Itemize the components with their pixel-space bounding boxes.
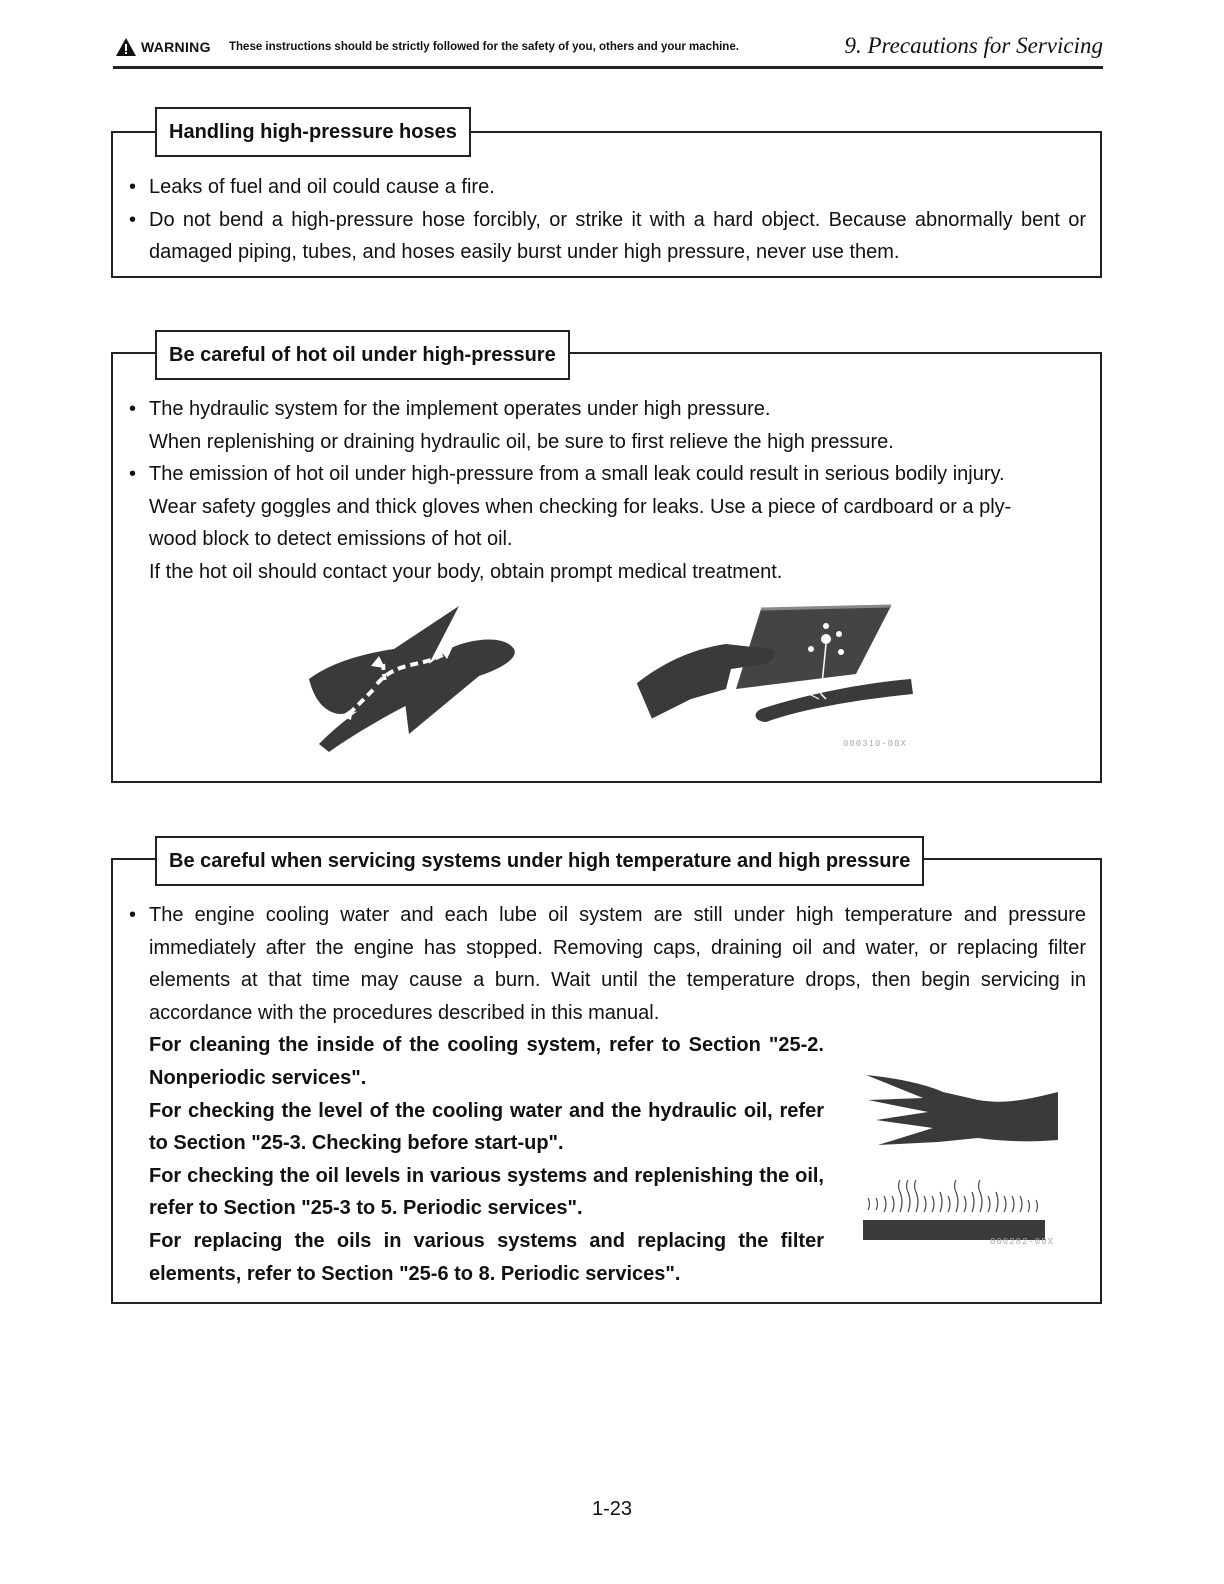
warning-label: WARNING bbox=[141, 39, 211, 55]
reference-item: For checking the oil levels in various systems and replenishing the oil, refer to Section "25-3 to 5. Periodic services". bbox=[149, 1164, 824, 1220]
list-item: • Do not bend a high-pressure hose forcibly, or strike it with a hard object. Because abnormally bent or damaged piping, tubes, and hoses easily burst under high pressure, never use them. bbox=[149, 204, 1086, 269]
bullet: • bbox=[129, 208, 137, 231]
cardboard-leak-illustration bbox=[631, 604, 921, 724]
reference-list bbox=[149, 1029, 824, 1290]
bullet: • bbox=[129, 176, 137, 198]
hot-oil-box bbox=[111, 344, 1102, 783]
list-item: • The emission of hot oil under high-pressure from a small leak could result in serious bodily injury. Wear safety goggles and thick gloves when checking for leaks. Use a piece of cardboard or a ply- wood block to detect emissions of hot oil. If the hot oil should contact your body, obtain prompt medical treatment. bbox=[149, 458, 1086, 588]
page-number: 1-23 bbox=[591, 1498, 633, 1520]
reference-item: For replacing the oils in various systems and replacing the filter elements, refer to Section "25-6 to 8. Periodic services". bbox=[149, 1229, 824, 1285]
section-title: 9. Precautions for Servicing bbox=[844, 33, 1103, 58]
hot-oil-body bbox=[129, 393, 1086, 589]
page-header bbox=[113, 32, 1103, 69]
hot-oil-title: Be careful of hot oil under high-pressure bbox=[155, 330, 570, 380]
high-temp-title: Be careful when servicing systems under high temperature and high pressure bbox=[155, 836, 924, 886]
list-item: • The hydraulic system for the implement operates under high pressure. When replenishing or draining hydraulic oil, be sure to first relieve the high pressure. bbox=[149, 393, 1086, 458]
bullet: • bbox=[129, 904, 137, 926]
bullet: • bbox=[129, 398, 137, 420]
warning-text: These instructions should be strictly followed for the safety of you, others and your machine. bbox=[229, 41, 739, 53]
image-code: 000282-00X bbox=[990, 1237, 1055, 1247]
hand-leak-illustration bbox=[299, 604, 529, 754]
list-item: • Leaks of fuel and oil could cause a fire. bbox=[149, 171, 1086, 204]
reference-item: For cleaning the inside of the cooling system, refer to Section "25-2. Nonperiodic services". bbox=[149, 1034, 824, 1089]
hand-heat-illustration bbox=[858, 1070, 1068, 1245]
image-code: 000310-00X bbox=[843, 739, 908, 749]
hoses-box bbox=[111, 121, 1102, 278]
warning-triangle-icon bbox=[115, 37, 137, 57]
list-item: • The engine cooling water and each lube oil system are still under high temperature and pressure immediately after the engine has stopped. Removing caps, draining oil and water, or replacing filter elements at that time may cause a burn. Wait until the temperature drops, then begin servicing in accordance with the procedures described in this manual. bbox=[149, 899, 1086, 1029]
high-temp-box bbox=[111, 850, 1102, 1304]
hoses-title: Handling high-pressure hoses bbox=[155, 107, 471, 157]
bullet: • bbox=[129, 463, 137, 486]
hoses-body bbox=[129, 171, 1086, 269]
reference-item: For checking the level of the cooling water and the hydraulic oil, refer to Section "25-3. Checking before start-up". bbox=[149, 1099, 824, 1155]
